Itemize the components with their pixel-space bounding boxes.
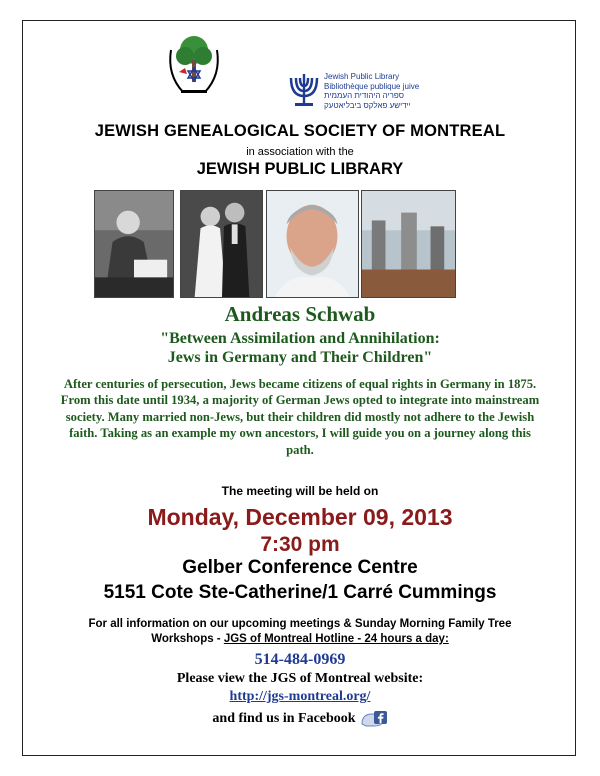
- event-time: 7:30 pm: [260, 533, 340, 556]
- meeting-intro: The meeting will be held on: [221, 484, 379, 498]
- jpl-text: [324, 72, 419, 110]
- contact-info: [70, 617, 530, 647]
- speaker-name: Andreas Schwab: [224, 302, 376, 326]
- association-text: in association with the: [246, 146, 354, 158]
- event-address: 5151 Cote Ste-Catherine/1 Carré Cummings: [103, 582, 497, 603]
- talk-title-line2: Jews in Germany and Their Children": [167, 349, 433, 366]
- photo-man-writing: [94, 190, 174, 298]
- menorah-icon: [287, 70, 321, 110]
- jpl-line-fr: Bibliothèque publique juive: [324, 81, 420, 91]
- talk-title-line1: "Between Assimilation and Annihilation:: [160, 330, 440, 347]
- organization-title: JEWISH GENEALOGICAL SOCIETY OF MONTREAL: [94, 122, 506, 140]
- event-date: Monday, December 09, 2013: [147, 504, 453, 530]
- website-link[interactable]: http://jgs-montreal.org/: [229, 689, 371, 704]
- event-venue: Gelber Conference Centre: [182, 557, 418, 578]
- photo-speaker-portrait: [266, 190, 359, 298]
- photo-wedding-couple: [180, 190, 263, 298]
- facebook-line: [0, 710, 600, 728]
- jpl-line-en: Jewish Public Library: [324, 72, 400, 81]
- jpl-logo: [287, 70, 477, 114]
- hotline-text: JGS of Montreal Hotline - 24 hours a day:: [223, 633, 449, 645]
- library-title: JEWISH PUBLIC LIBRARY: [196, 160, 404, 178]
- talk-abstract: After centuries of persecution, Jews became citizens of equal rights in Germany in 1875. From this date until 1934, a majority of German Jews opted to integrate into mainstream society. Many married non-Jews, but their children did mostly not adhere to the Jewish faith. Taking as an example my own ancestors, I will guide you on a journey along this path.: [60, 377, 540, 457]
- hotline-phone[interactable]: 514-484-0969: [254, 651, 346, 668]
- photo-cemetery: [361, 190, 456, 298]
- talk-title: [0, 329, 600, 367]
- jpl-line-yi: יידישע פאלקס ביבליאטעק: [324, 100, 411, 110]
- jgs-tree-logo-icon: [163, 30, 225, 100]
- website-intro: Please view the JGS of Montreal website:: [176, 671, 424, 686]
- info-text: For all information on our upcoming meetings & Sunday Morning Family Tree Workshops -: [88, 618, 512, 645]
- jpl-line-he: ספריה היהודית העממית: [324, 91, 404, 100]
- facebook-text: and find us in Facebook: [212, 711, 356, 727]
- facebook-icon[interactable]: [360, 710, 388, 728]
